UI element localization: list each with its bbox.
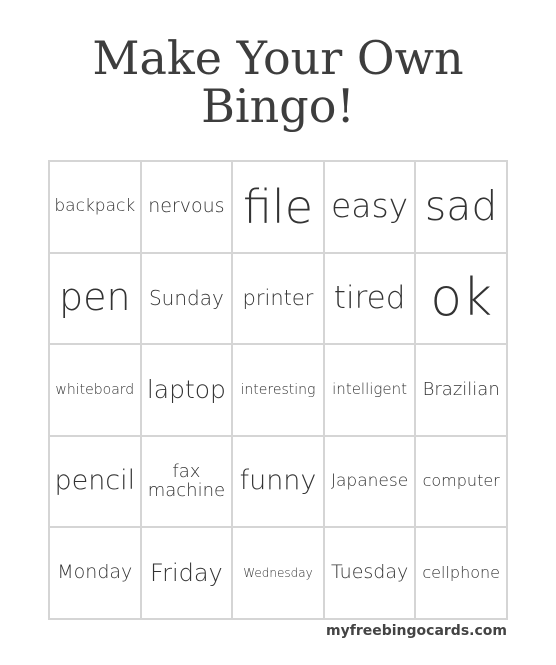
bingo-cell: computer bbox=[415, 436, 507, 528]
bingo-cell: cellphone bbox=[415, 527, 507, 619]
bingo-cell: file bbox=[232, 161, 324, 253]
bingo-grid bbox=[48, 160, 508, 620]
footer-site-link[interactable]: myfreebingocards.com bbox=[326, 623, 507, 639]
bingo-cell: sad bbox=[415, 161, 507, 253]
bingo-cell: interesting bbox=[232, 344, 324, 436]
bingo-cell: Friday bbox=[141, 527, 233, 619]
bingo-cell: Sunday bbox=[141, 253, 233, 345]
bingo-cell: printer bbox=[232, 253, 324, 345]
bingo-cell: ok bbox=[415, 253, 507, 345]
bingo-cell: easy bbox=[324, 161, 416, 253]
bingo-cell: laptop bbox=[141, 344, 233, 436]
page-title bbox=[0, 31, 556, 133]
bingo-cell: intelligent bbox=[324, 344, 416, 436]
bingo-cell: pen bbox=[49, 253, 141, 345]
bingo-cell: fax machine bbox=[141, 436, 233, 528]
bingo-cell: nervous bbox=[141, 161, 233, 253]
bingo-cell: Japanese bbox=[324, 436, 416, 528]
bingo-cell: pencil bbox=[49, 436, 141, 528]
bingo-cell: Wednesday bbox=[232, 527, 324, 619]
bingo-cell: funny bbox=[232, 436, 324, 528]
bingo-cell: Brazilian bbox=[415, 344, 507, 436]
bingo-cell: Tuesday bbox=[324, 527, 416, 619]
bingo-cell: Monday bbox=[49, 527, 141, 619]
title-line-1: Make Your Own bbox=[92, 31, 464, 85]
bingo-cell: tired bbox=[324, 253, 416, 345]
title-line-2: Bingo! bbox=[201, 79, 355, 133]
bingo-cell: backpack bbox=[49, 161, 141, 253]
bingo-cell: whiteboard bbox=[49, 344, 141, 436]
